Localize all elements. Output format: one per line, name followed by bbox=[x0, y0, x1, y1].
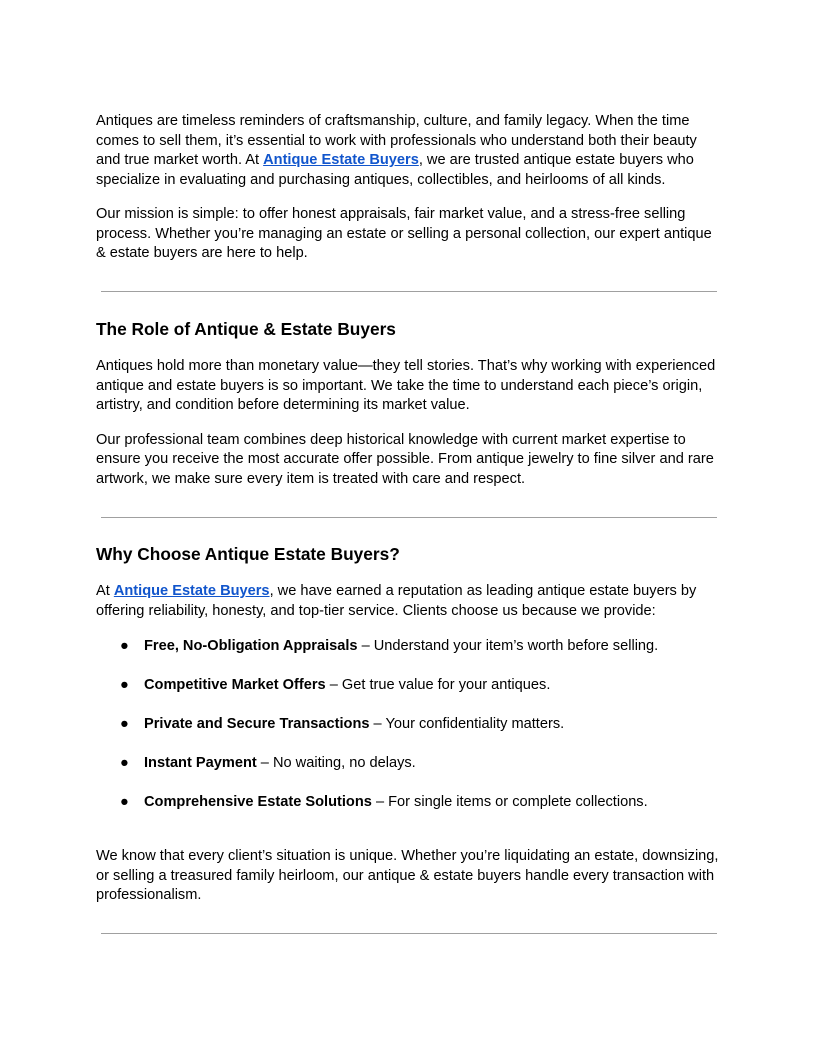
bullet-icon: ● bbox=[120, 794, 129, 810]
bullet-icon: ● bbox=[120, 755, 129, 771]
bullet-icon: ● bbox=[120, 716, 129, 732]
bullet-icon: ● bbox=[120, 638, 129, 654]
role-paragraph-2: Our professional team combines deep historical knowledge with current market expertise to ensure you receive the most accurate offer possible. From antique jewelry to fine silver and rare artwork, we make sure every item is treated with care and respect. bbox=[96, 431, 714, 487]
intro-paragraph-2: Our mission is simple: to offer honest appraisals, fair market value, and a stress-free selling process. Whether you’re managing an estate or selling a personal collection, our expert antique & estate buyers are here to help. bbox=[96, 206, 712, 261]
section-heading-role: The Role of Antique & Estate Buyers bbox=[96, 319, 396, 339]
role-paragraph-1: Antiques hold more than monetary value—they tell stories. That’s why working with experienced antique and estate buyers is so important. We take the time to understand each piece’s origin, artistry, and condition before determining its market value. bbox=[96, 358, 716, 413]
divider-1 bbox=[101, 291, 717, 292]
divider-2 bbox=[101, 517, 717, 518]
antique-estate-buyers-link-2[interactable]: Antique Estate Buyers bbox=[113, 583, 270, 599]
list-item: ● Private and Secure Transactions – Your confidentiality matters. bbox=[96, 715, 724, 754]
intro-paragraph-1: Antiques are timeless reminders of craftsmanship, culture, and family legacy. When the time comes to sell them, it’s essential to work with professionals who understand both their beauty and true market worth. At Antique Estate Buyers, we are trusted antique estate buyers who specialize in evaluating and purchasing antiques, collectibles, and heirlooms of all kinds. bbox=[96, 113, 697, 188]
list-item: ● Instant Payment – No waiting, no delays. bbox=[96, 754, 724, 793]
list-item: ● Free, No-Obligation Appraisals – Understand your item’s worth before selling. bbox=[96, 637, 724, 676]
antique-estate-buyers-link[interactable]: Antique Estate Buyers bbox=[263, 152, 419, 168]
bullet-icon: ● bbox=[120, 677, 129, 693]
section-heading-why-choose: Why Choose Antique Estate Buyers? bbox=[96, 544, 400, 564]
why-choose-paragraph: At Antique Estate Buyers, we have earned a reputation as leading antique estate buyers by offering reliability, honesty, and top-tier service. Clients choose us because we provide: bbox=[96, 583, 697, 619]
intro-section bbox=[96, 112, 720, 264]
divider-3 bbox=[101, 933, 717, 934]
benefits-list bbox=[96, 637, 724, 832]
role-section-body bbox=[96, 357, 724, 489]
closing-section bbox=[96, 847, 724, 906]
list-item: ● Competitive Market Offers – Get true value for your antiques. bbox=[96, 676, 724, 715]
closing-paragraph: We know that every client’s situation is unique. Whether you’re liquidating an estate, downsizing, or selling a treasured family heirloom, our antique & estate buyers handle every transaction with professionalism. bbox=[96, 848, 719, 903]
why-choose-intro bbox=[96, 582, 724, 621]
list-item: ● Comprehensive Estate Solutions – For single items or complete collections. bbox=[96, 793, 724, 832]
